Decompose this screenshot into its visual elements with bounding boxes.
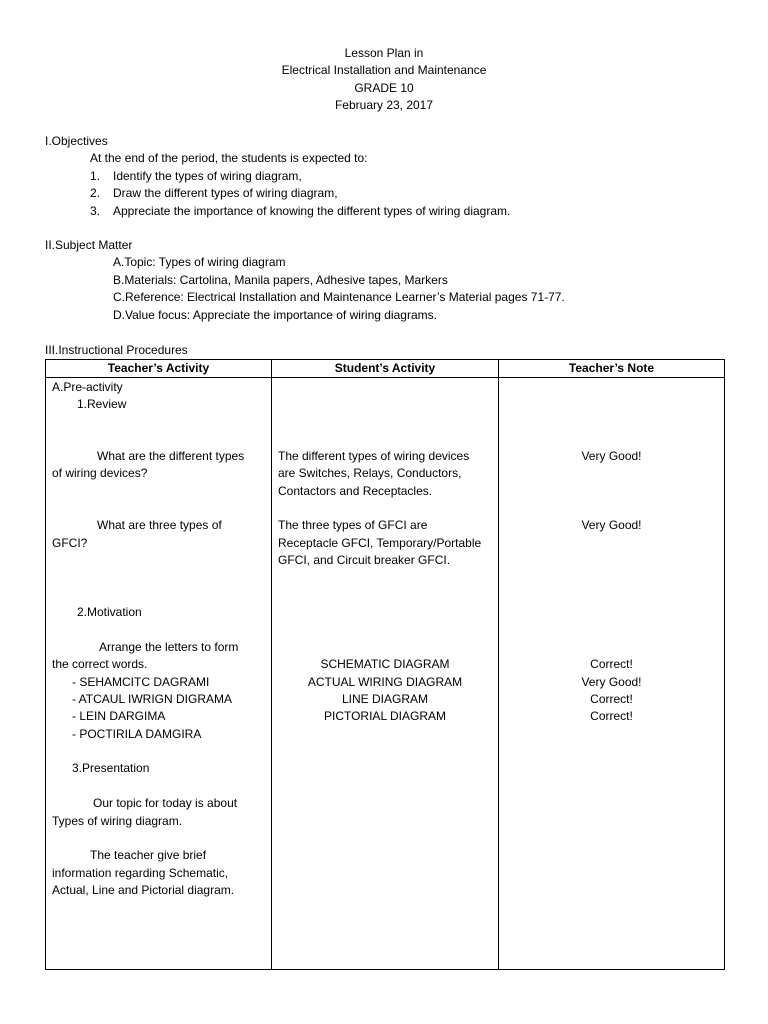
header-grade: GRADE 10 <box>354 80 414 95</box>
subject-matter-section <box>45 237 565 324</box>
student-answer-1-line-2: are Switches, Relays, Conductors, <box>278 466 462 480</box>
presentation-label: 3.Presentation <box>72 761 150 775</box>
presentation-line-3: The teacher give brief <box>90 848 207 862</box>
student-word-answer: ACTUAL WIRING DIAGRAM <box>307 675 463 689</box>
objectives-intro: At the end of the period, the students is expected to: <box>90 151 368 166</box>
teacher-note: Correct! <box>590 692 633 706</box>
procedures-heading <box>45 342 188 359</box>
objective-text: Draw the different types of wiring diagram, <box>113 186 338 201</box>
presentation-line-4: information regarding Schematic, <box>52 866 229 880</box>
objective-item <box>90 203 510 220</box>
scrambled-word: - POCTIRILA DAMGIRA <box>72 727 202 741</box>
document-header <box>0 45 768 115</box>
student-answer-1-line-1: The different types of wiring devices <box>278 449 470 463</box>
student-answer-1-line-3: Contactors and Receptacles. <box>278 484 433 498</box>
question-1-line-1: What are the different types <box>97 449 245 463</box>
procedures-table <box>45 359 725 970</box>
question-2-line-2: GFCI? <box>52 536 88 550</box>
review-label: 1.Review <box>77 397 127 411</box>
presentation-line-2: Types of wiring diagram. <box>52 814 183 828</box>
table-row <box>46 378 725 970</box>
objective-text: Appreciate the importance of knowing the different types of wiring diagram. <box>113 203 511 218</box>
column-header-note: Teacher’s Note <box>499 360 725 378</box>
student-activity-cell <box>272 378 499 970</box>
subject-topic: A.Topic: Types of wiring diagram <box>113 255 286 270</box>
student-answer-2-line-2: Receptacle GFCI, Temporary/Portable <box>278 536 482 550</box>
teacher-note: Correct! <box>590 709 633 723</box>
objective-number: 3. <box>90 203 101 218</box>
student-answer-2-line-3: GFCI, and Circuit breaker GFCI. <box>278 553 451 567</box>
table-header-row <box>46 360 725 378</box>
presentation-line-1: Our topic for today is about <box>93 796 238 810</box>
header-date: February 23, 2017 <box>334 98 434 113</box>
student-word-answer: PICTORIAL DIAGRAM <box>323 709 447 723</box>
student-word-answer: LINE DIAGRAM <box>341 692 428 706</box>
subject-matter-heading: II.Subject Matter <box>45 238 133 252</box>
teacher-activity-cell <box>46 378 272 970</box>
objective-number: 2. <box>90 186 101 201</box>
motivation-line-2: the correct words. <box>52 657 148 671</box>
subject-value-focus: D.Value focus: Appreciate the importance of wiring diagrams. <box>113 307 437 322</box>
column-header-teacher: Teacher’s Activity <box>46 360 272 378</box>
scrambled-word: - ATCAUL IWRIGN DIGRAMA <box>72 692 233 706</box>
question-1-line-2: of wiring devices? <box>52 466 148 480</box>
objectives-heading: I.Objectives <box>45 134 108 148</box>
student-answer-2-line-1: The three types of GFCI are <box>278 518 428 532</box>
student-word-answer: SCHEMATIC DIAGRAM <box>320 657 450 671</box>
teacher-note: Very Good! <box>581 675 642 689</box>
column-header-student: Student’s Activity <box>272 360 499 378</box>
teacher-note: Very Good! <box>581 449 642 463</box>
pre-activity-label: A.Pre-activity <box>52 380 123 394</box>
motivation-label: 2.Motivation <box>77 605 142 619</box>
header-title: Lesson Plan in <box>344 46 424 60</box>
objective-text: Identify the types of wiring diagram, <box>113 168 302 183</box>
objective-item <box>90 168 510 185</box>
teacher-note-cell <box>499 378 725 970</box>
scrambled-word: - LEIN DARGIMA <box>72 709 166 723</box>
presentation-line-5: Actual, Line and Pictorial diagram. <box>52 883 235 897</box>
teacher-note: Correct! <box>590 657 633 671</box>
motivation-line-1: Arrange the letters to form <box>99 640 239 654</box>
objective-number: 1. <box>90 168 101 183</box>
subject-reference: C.Reference: Electrical Installation and Maintenance Learner’s Material pages 71-77. <box>113 290 565 305</box>
header-subject: Electrical Installation and Maintenance <box>281 63 487 78</box>
procedures-heading-text: III.Instructional Procedures <box>45 343 188 357</box>
objectives-section <box>45 133 510 220</box>
subject-materials: B.Materials: Cartolina, Manila papers, Adhesive tapes, Markers <box>113 272 448 287</box>
teacher-note: Very Good! <box>581 518 642 532</box>
question-2-line-1: What are three types of <box>97 518 222 532</box>
objective-item <box>90 185 510 202</box>
scrambled-word: - SEHAMCITC DAGRAMI <box>72 675 210 689</box>
